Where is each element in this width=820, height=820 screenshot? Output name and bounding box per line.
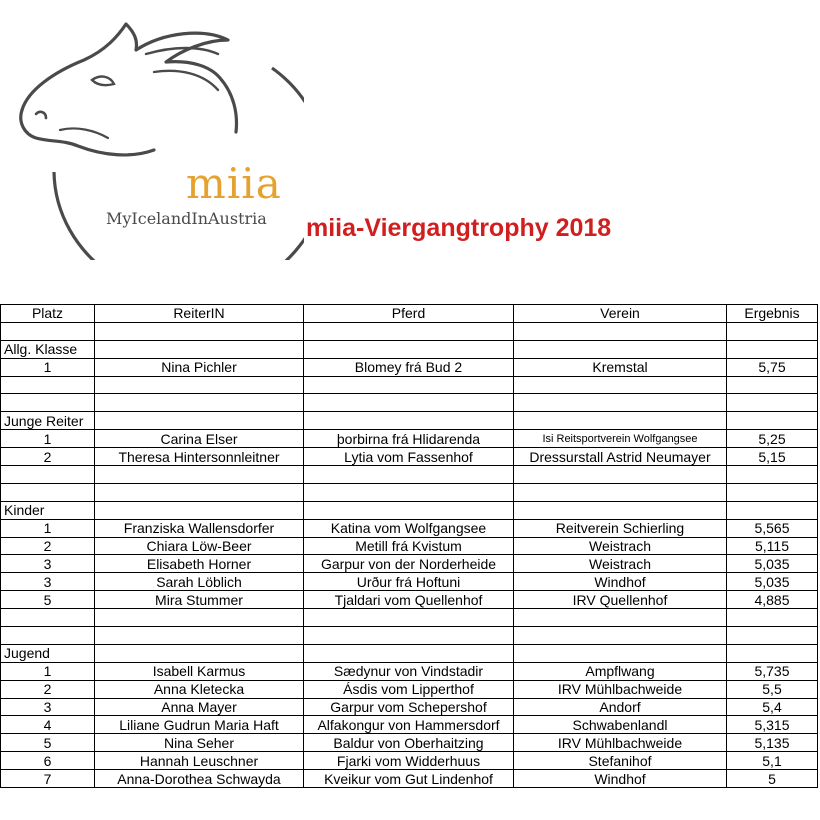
category-label: Junge Reiter — [1, 412, 95, 430]
empty-cell — [514, 627, 727, 645]
empty-cell — [304, 376, 514, 394]
category-label: Allg. Klasse — [1, 340, 95, 358]
category-row — [1, 412, 818, 430]
cell-platz: 5 — [1, 734, 95, 752]
table-row — [1, 716, 818, 734]
empty-cell — [304, 501, 514, 519]
cell-ergebnis: 5,735 — [727, 662, 818, 680]
cell-platz: 3 — [1, 573, 95, 591]
blank-row — [1, 394, 818, 412]
empty-cell — [304, 394, 514, 412]
logo — [14, 10, 304, 260]
empty-cell — [304, 340, 514, 358]
empty-cell — [727, 412, 818, 430]
cell-reiter: Carina Elser — [95, 430, 304, 448]
cell-platz: 6 — [1, 752, 95, 770]
cell-pferd: Kveikur vom Gut Lindenhof — [304, 770, 514, 788]
cell-reiter: Anna-Dorothea Schwayda — [95, 770, 304, 788]
cell-reiter: Theresa Hintersonnleitner — [95, 448, 304, 466]
empty-cell — [1, 609, 95, 627]
cell-platz: 1 — [1, 430, 95, 448]
cell-verein: Andorf — [514, 698, 727, 716]
cell-verein: Dressurstall Astrid Neumayer — [514, 448, 727, 466]
blank-row — [1, 483, 818, 501]
empty-cell — [1, 466, 95, 484]
empty-cell — [95, 322, 304, 340]
cell-ergebnis: 5 — [727, 770, 818, 788]
empty-cell — [727, 466, 818, 484]
table-row — [1, 358, 818, 376]
cell-platz: 3 — [1, 698, 95, 716]
empty-cell — [727, 644, 818, 662]
cell-verein: Reitverein Schierling — [514, 519, 727, 537]
cell-verein: Windhof — [514, 573, 727, 591]
cell-pferd: Ásdis vom Lipperthof — [304, 680, 514, 698]
cell-pferd: Alfakongur von Hammersdorf — [304, 716, 514, 734]
cell-reiter: Sarah Löblich — [95, 573, 304, 591]
empty-cell — [95, 340, 304, 358]
table-row — [1, 734, 818, 752]
empty-cell — [514, 394, 727, 412]
empty-cell — [95, 412, 304, 430]
category-row — [1, 644, 818, 662]
empty-cell — [727, 627, 818, 645]
empty-cell — [514, 644, 727, 662]
table-row — [1, 519, 818, 537]
empty-cell — [304, 466, 514, 484]
logo-wordmark: miia — [186, 159, 282, 208]
empty-cell — [514, 322, 727, 340]
table-row — [1, 448, 818, 466]
cell-platz: 1 — [1, 358, 95, 376]
cell-verein: Isi Reitsportverein Wolfgangsee — [514, 430, 727, 448]
cell-reiter: Mira Stummer — [95, 591, 304, 609]
empty-cell — [727, 394, 818, 412]
empty-cell — [727, 483, 818, 501]
cell-reiter: Nina Pichler — [95, 358, 304, 376]
cell-reiter: Isabell Karmus — [95, 662, 304, 680]
blank-row — [1, 466, 818, 484]
cell-pferd: Tjaldari vom Quellenhof — [304, 591, 514, 609]
cell-reiter: Anna Kletecka — [95, 680, 304, 698]
cell-platz: 1 — [1, 662, 95, 680]
cell-platz: 2 — [1, 537, 95, 555]
cell-reiter: Hannah Leuschner — [95, 752, 304, 770]
cell-ergebnis: 5,135 — [727, 734, 818, 752]
cell-platz: 7 — [1, 770, 95, 788]
cell-pferd: Metill frá Kvistum — [304, 537, 514, 555]
cell-pferd: Garpur von der Norderheide — [304, 555, 514, 573]
column-header-platz: Platz — [1, 305, 95, 323]
empty-cell — [304, 412, 514, 430]
cell-verein: Schwabenlandl — [514, 716, 727, 734]
cell-verein: Stefanihof — [514, 752, 727, 770]
empty-cell — [727, 609, 818, 627]
cell-ergebnis: 5,75 — [727, 358, 818, 376]
empty-cell — [514, 609, 727, 627]
empty-cell — [727, 340, 818, 358]
table-row — [1, 537, 818, 555]
column-header-ergebnis: Ergebnis — [727, 305, 818, 323]
empty-cell — [95, 627, 304, 645]
results-table — [0, 304, 818, 788]
cell-ergebnis: 4,885 — [727, 591, 818, 609]
cell-pferd: Fjarki vom Widderhuus — [304, 752, 514, 770]
cell-verein: Kremstal — [514, 358, 727, 376]
table-row — [1, 591, 818, 609]
cell-verein: Ampflwang — [514, 662, 727, 680]
empty-cell — [95, 376, 304, 394]
cell-pferd: Lytia vom Fassenhof — [304, 448, 514, 466]
cell-ergebnis: 5,035 — [727, 573, 818, 591]
column-header-reiterin: ReiterIN — [95, 305, 304, 323]
empty-cell — [95, 501, 304, 519]
empty-cell — [1, 376, 95, 394]
table-row — [1, 430, 818, 448]
category-row — [1, 501, 818, 519]
cell-pferd: Blomey frá Bud 2 — [304, 358, 514, 376]
blank-row — [1, 376, 818, 394]
empty-cell — [1, 483, 95, 501]
cell-ergebnis: 5,15 — [727, 448, 818, 466]
cell-ergebnis: 5,035 — [727, 555, 818, 573]
table-row — [1, 698, 818, 716]
table-row — [1, 555, 818, 573]
empty-cell — [514, 466, 727, 484]
empty-cell — [304, 627, 514, 645]
empty-cell — [95, 466, 304, 484]
cell-ergebnis: 5,115 — [727, 537, 818, 555]
empty-cell — [95, 609, 304, 627]
cell-pferd: Garpur vom Schepershof — [304, 698, 514, 716]
cell-ergebnis: 5,4 — [727, 698, 818, 716]
cell-verein: IRV Mühlbachweide — [514, 734, 727, 752]
blank-row — [1, 609, 818, 627]
table-row — [1, 680, 818, 698]
table-header-row — [1, 305, 818, 323]
cell-verein: IRV Quellenhof — [514, 591, 727, 609]
cell-platz: 2 — [1, 680, 95, 698]
category-row — [1, 340, 818, 358]
empty-cell — [304, 644, 514, 662]
table-row — [1, 752, 818, 770]
cell-ergebnis: 5,565 — [727, 519, 818, 537]
cell-pferd: Urður frá Hoftuni — [304, 573, 514, 591]
cell-ergebnis: 5,1 — [727, 752, 818, 770]
cell-verein: IRV Mühlbachweide — [514, 680, 727, 698]
page-title: miia-Viergangtrophy 2018 — [306, 214, 612, 242]
cell-ergebnis: 5,25 — [727, 430, 818, 448]
empty-cell — [95, 394, 304, 412]
empty-cell — [304, 483, 514, 501]
table-row — [1, 573, 818, 591]
cell-platz: 3 — [1, 555, 95, 573]
cell-pferd: Baldur von Oberhaitzing — [304, 734, 514, 752]
empty-cell — [1, 322, 95, 340]
table-row — [1, 770, 818, 788]
cell-reiter: Elisabeth Horner — [95, 555, 304, 573]
column-header-verein: Verein — [514, 305, 727, 323]
category-label: Kinder — [1, 501, 95, 519]
empty-cell — [514, 501, 727, 519]
empty-cell — [514, 483, 727, 501]
cell-platz: 4 — [1, 716, 95, 734]
blank-row — [1, 627, 818, 645]
cell-reiter: Anna Mayer — [95, 698, 304, 716]
empty-cell — [727, 376, 818, 394]
cell-pferd: Sædynur von Vindstadir — [304, 662, 514, 680]
cell-platz: 5 — [1, 591, 95, 609]
category-label: Jugend — [1, 644, 95, 662]
empty-cell — [304, 609, 514, 627]
cell-reiter: Franziska Wallensdorfer — [95, 519, 304, 537]
empty-cell — [514, 412, 727, 430]
empty-cell — [727, 501, 818, 519]
empty-cell — [514, 340, 727, 358]
empty-cell — [95, 483, 304, 501]
empty-cell — [1, 627, 95, 645]
column-header-pferd: Pferd — [304, 305, 514, 323]
table-body — [1, 322, 818, 787]
cell-verein: Weistrach — [514, 555, 727, 573]
cell-ergebnis: 5,5 — [727, 680, 818, 698]
cell-platz: 1 — [1, 519, 95, 537]
cell-pferd: Katina vom Wolfgangsee — [304, 519, 514, 537]
cell-verein: Windhof — [514, 770, 727, 788]
blank-row — [1, 322, 818, 340]
empty-cell — [727, 322, 818, 340]
table-row — [1, 662, 818, 680]
cell-platz: 2 — [1, 448, 95, 466]
empty-cell — [95, 644, 304, 662]
empty-cell — [514, 376, 727, 394]
cell-verein: Weistrach — [514, 537, 727, 555]
empty-cell — [1, 394, 95, 412]
logo-subtitle: MyIcelandInAustria — [106, 209, 267, 228]
cell-pferd: þorbirna frá Hlidarenda — [304, 430, 514, 448]
cell-reiter: Liliane Gudrun Maria Haft — [95, 716, 304, 734]
cell-reiter: Chiara Löw-Beer — [95, 537, 304, 555]
cell-reiter: Nina Seher — [95, 734, 304, 752]
empty-cell — [304, 322, 514, 340]
cell-ergebnis: 5,315 — [727, 716, 818, 734]
